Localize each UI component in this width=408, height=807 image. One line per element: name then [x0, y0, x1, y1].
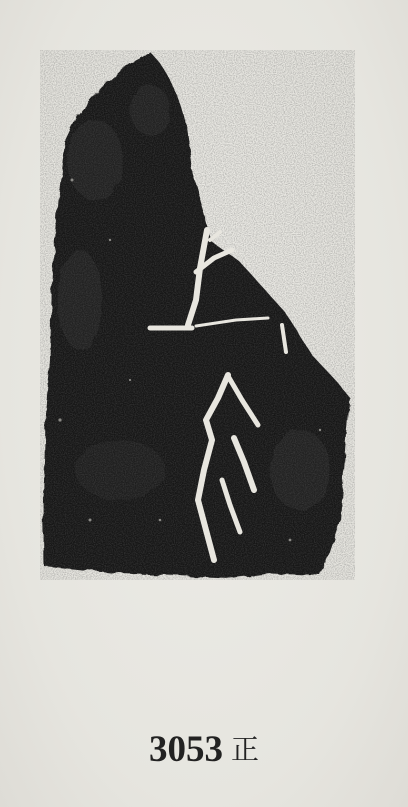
paper-speck	[89, 519, 92, 522]
side-mark: 正	[230, 733, 259, 766]
paper-speck	[71, 179, 74, 182]
paper-speck	[129, 379, 131, 381]
paper-speck	[109, 239, 111, 241]
paper-speck	[58, 418, 61, 421]
catalog-number: 3053	[148, 729, 223, 770]
catalog-caption	[0, 728, 408, 771]
paper-speck	[319, 429, 321, 431]
paper-speck	[159, 519, 162, 522]
paper-speck	[289, 539, 292, 542]
